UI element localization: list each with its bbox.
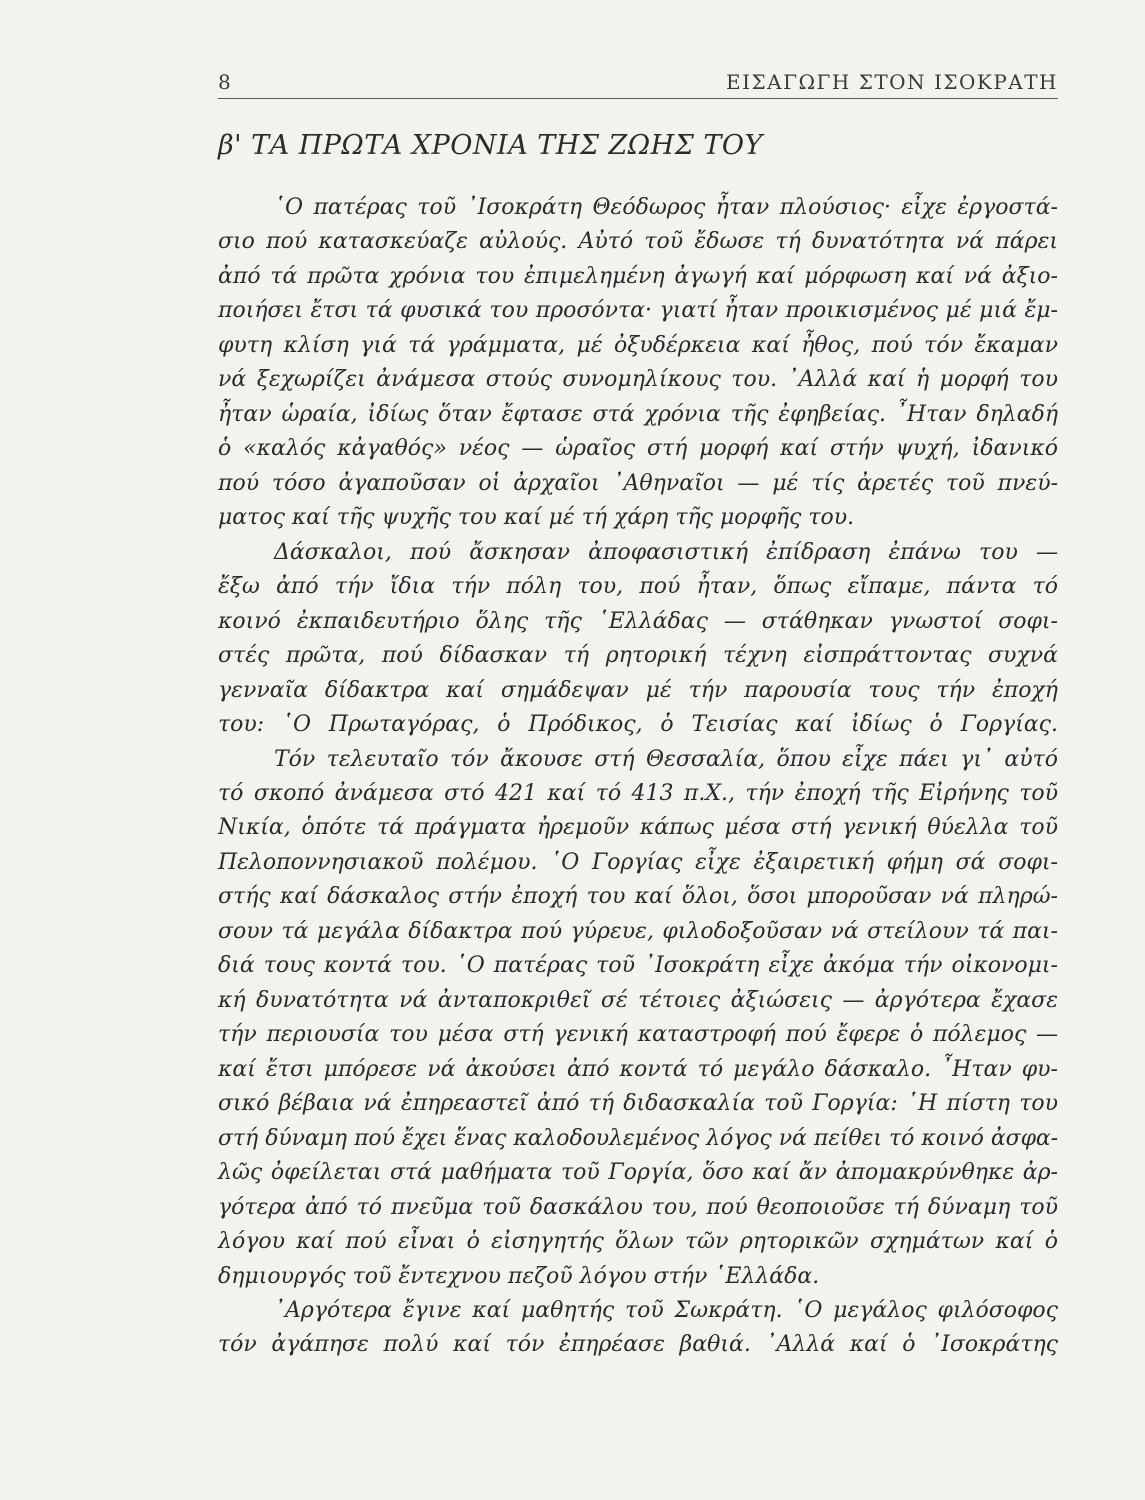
text-line: διά τους κοντά του. ῾Ο πατέρας τοῦ ᾿Ισοκράτη εἶχε ἀκόμα τήν οἰκονομι- xyxy=(218,953,1058,979)
text-line: σουν τά μεγάλα δίδακτρα πού γύρευε, φιλοδοξοῦσαν νά στείλουν τά παι- xyxy=(218,918,1058,944)
text-line: κοινό ἐκπαιδευτήριο ὅλης τῆς ῾Ελλάδας — στάθηκαν γνωστοί σοφι- xyxy=(218,608,1058,634)
text-line: Δάσκαλοι, πού ἄσκησαν ἀποφασιστική ἐπίδραση ἐπάνω του — xyxy=(274,539,1058,565)
text-line: γότερα ἀπό τό πνεῦμα τοῦ δασκάλου του, πού θεοποιοῦσε τή δύναμη τοῦ xyxy=(218,1194,1058,1220)
text-line: Τόν τελευταῖο τόν ἄκουσε στή Θεσσαλία, ὅπου εἶχε πάει γι᾿ αὐτό xyxy=(274,746,1058,772)
text-line: ἦταν ὡραία, ἰδίως ὅταν ἔφτασε στά χρόνια τῆς ἐφηβείας. ῏Ηταν δηλαδή xyxy=(218,401,1058,427)
text-line: ἀπό τά πρῶτα χρόνια του ἐπιμελημένη ἀγωγή καί μόρφωση καί νά ἀξιο- xyxy=(218,263,1058,289)
text-line: του: ῾Ο Πρωταγόρας, ὁ Πρόδικος, ὁ Τεισίας καί ἰδίως ὁ Γοργίας. xyxy=(218,712,1058,738)
text-line: γενναῖα δίδακτρα καί σημάδεψαν μέ τήν παρουσία τους τήν ἐποχή xyxy=(218,677,1058,703)
text-line: Νικία, ὁπότε τά πράγματα ἠρεμοῦν κάπως μέσα στή γενική θύελλα τοῦ xyxy=(218,815,1058,841)
text-line: ποιήσει ἔτσι τά φυσικά του προσόντα· γιατί ἦταν προικισμένος μέ μιά ἔμ- xyxy=(218,298,1058,324)
running-header xyxy=(218,66,1058,99)
text-line: δημιουργός τοῦ ἔντεχνου πεζοῦ λόγου στήν ῾Ελλάδα. xyxy=(218,1263,820,1289)
text-line: στής καί δάσκαλος στήν ἐποχή του καί ὅλοι, ὅσοι μποροῦσαν νά πληρώ- xyxy=(218,884,1058,910)
text-line: σιο πού κατασκεύαζε αὐλούς. Αὐτό τοῦ ἔδωσε τή δυνατότητα νά πάρει xyxy=(218,229,1058,255)
text-line: φυτη κλίση γιά τά γράμματα, μέ ὀξυδέρκεια καί ἦθος, πού τόν ἔκαμαν xyxy=(218,332,1058,358)
text-line: πού τόσο ἀγαποῦσαν οἱ ἀρχαῖοι ᾿Αθηναῖοι — μέ τίς ἀρετές τοῦ πνεύ- xyxy=(218,470,1058,496)
text-line: σικό βέβαια νά ἐπηρεαστεῖ ἀπό τή διδασκαλία τοῦ Γοργία: ῾Η πίστη του xyxy=(218,1091,1058,1117)
text-line: κή δυνατότητα νά ἀνταποκριθεῖ σέ τέτοιες ἀξιώσεις — ἀργότερα ἔχασε xyxy=(218,987,1058,1013)
text-line: ματος καί τῆς ψυχῆς του καί μέ τή χάρη τῆς μορφῆς του. xyxy=(218,505,855,531)
page-number: 8 xyxy=(218,70,231,94)
text-line: Πελοποννησιακοῦ πολέμου. ῾Ο Γοργίας εἶχε ἐξαιρετική φήμη σά σοφι- xyxy=(218,849,1058,875)
text-line: τό σκοπό ἀνάμεσα στό 421 καί τό 413 π.Χ., τήν ἐποχή τῆς Εἰρήνης τοῦ xyxy=(218,780,1058,806)
chapter-heading: β' ΤΑ ΠΡΩΤΑ ΧΡΟΝΙΑ ΤΗΣ ΖΩΗΣ ΤΟΥ xyxy=(218,130,763,161)
text-line: λῶς ὀφείλεται στά μαθήματα τοῦ Γοργία, ὅσο καί ἄν ἀπομακρύνθηκε ἀρ- xyxy=(218,1160,1058,1186)
text-line: καί ἔτσι μπόρεσε νά ἀκούσει ἀπό κοντά τό μεγάλο δάσκαλο. ῏Ηταν φυ- xyxy=(218,1056,1058,1082)
text-line: στές πρῶτα, πού δίδασκαν τή ρητορική τέχνη εἰσπράττοντας συχνά xyxy=(218,643,1058,669)
text-line: τήν περιουσία του μέσα στή γενική καταστροφή πού ἔφερε ὁ πόλεμος — xyxy=(218,1022,1058,1048)
text-line: ᾿Αργότερα ἔγινε καί μαθητής τοῦ Σωκράτη. ῾Ο μεγάλος φιλόσοφος xyxy=(274,1298,1058,1323)
text-line: ὁ «καλός κἀγαθός» νέος — ὡραῖος στή μορφή καί στήν ψυχή, ἰδανικό xyxy=(218,436,1058,462)
text-line: ἔξω ἀπό τήν ἴδια τήν πόλη του, πού ἦταν, ὅπως εἴπαμε, πάντα τό xyxy=(218,574,1058,600)
text-line: στή δύναμη πού ἔχει ἕνας καλοδουλεμένος λόγος νά πείθει τό κοινό ἀσφα- xyxy=(218,1125,1058,1151)
text-line: νά ξεχωρίζει ἀνάμεσα στούς συνομηλίκους του. ᾿Αλλά καί ἡ μορφή του xyxy=(218,367,1058,393)
text-line: τόν ἀγάπησε πολύ καί τόν ἐπηρέασε βαθιά. ᾿Αλλά καί ὁ ᾿Ισοκράτης xyxy=(218,1332,1058,1358)
body-text xyxy=(218,191,1058,1363)
text-line: ῾Ο πατέρας τοῦ ᾿Ισοκράτη Θεόδωρος ἦταν πλούσιος· εἶχε ἐργοστά- xyxy=(274,195,1058,220)
running-title: ΕΙΣΑΓΩΓΗ ΣΤΟΝ ΙΣΟΚΡΑΤΗ xyxy=(725,70,1058,94)
text-line: λόγου καί πού εἶναι ὁ εἰσηγητής ὅλων τῶν ρητορικῶν σχημάτων καί ὁ xyxy=(218,1229,1058,1255)
